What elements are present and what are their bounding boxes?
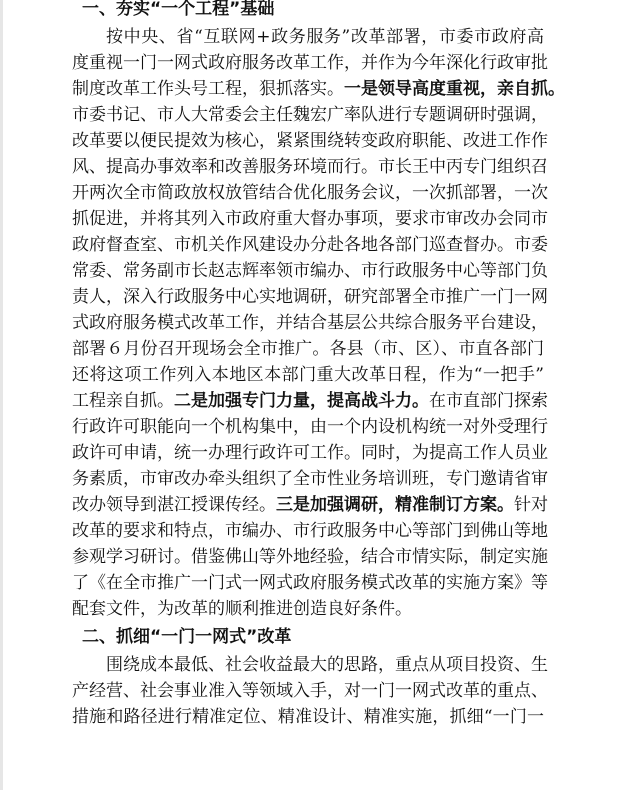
text-line: 风、提高办事效率和改善服务环境而行。市长王中丙专门组织召 bbox=[72, 157, 548, 177]
text-line: 产经营、社会事业准入等领域入手，对一门一网式改革的重点、 bbox=[72, 681, 548, 701]
text-line: 部署６月份召开现场会全市推广。各县（市、区）、市直各部门 bbox=[72, 339, 544, 359]
text-line: 措施和路径进行精准定位、精准设计、精准实施，抓细“一门一 bbox=[72, 707, 544, 727]
text-line: 常委、常务副市长赵志辉率领市编办、市行政服务中心等部门负 bbox=[72, 261, 548, 281]
text-line: 按中央、省“互联网+政务服务”改革部署，市委市政府高 bbox=[106, 27, 544, 47]
text-line: 配套文件，为改革的顺利推进创造良好条件。 bbox=[72, 599, 412, 619]
section-heading-2: 二、抓细“一门一网式”改革 bbox=[82, 627, 292, 647]
page-edge bbox=[0, 0, 3, 790]
text-line: 政许可申请，统一办理行政许可工作。同时，为提高工作人员业 bbox=[72, 443, 548, 463]
text-line: 市委书记、市人大常委会主任魏宏广率队进行专题调研时强调， bbox=[72, 105, 548, 125]
bold-lead-1: 一是领导高度重视，亲自抓。 bbox=[344, 79, 565, 99]
section-heading-1: 一、夯实“一个工程”基础 bbox=[82, 0, 275, 19]
text-line: 政府督查室、市机关作风建设办分赴各地各部门巡查督办。市委 bbox=[72, 235, 548, 255]
text-line: 改革要以便民提效为核心，紧紧围绕转变政府职能、改进工作作 bbox=[72, 131, 548, 151]
text-line: 围绕成本最低、社会收益最大的思路，重点从项目投资、生 bbox=[106, 655, 548, 675]
text-line: 度重视一门一网式政府服务改革工作，并作为今年深化行政审批 bbox=[72, 53, 548, 73]
document-body bbox=[72, 0, 565, 730]
text-line: 开两次全市简政放权放管结合优化服务会议，一次抓部署，一次 bbox=[72, 183, 548, 203]
text-line: 了《在全市推广一门式一网式政府服务模式改革的实施方案》等 bbox=[72, 573, 548, 593]
text-run: 改办领导到湛江授课传经。 bbox=[72, 495, 276, 515]
text-run: 工程亲自抓。 bbox=[72, 391, 174, 411]
text-line bbox=[72, 76, 565, 102]
paragraph-2 bbox=[72, 652, 548, 730]
text-line: 改革的要求和特点，市编办、市行政服务中心等部门到佛山等地 bbox=[72, 521, 548, 541]
bold-lead-3: 三是加强调研，精准制订方案。 bbox=[276, 495, 514, 515]
text-line: 式政府服务模式改革工作，并结合基层公共综合服务平台建设， bbox=[72, 313, 548, 333]
text-line: 责人，深入行政服务中心实地调研，研究部署全市推广一门一网 bbox=[72, 287, 548, 307]
text-line: 抓促进，并将其列入市政府重大督办事项，要求市审改办会同市 bbox=[72, 209, 548, 229]
text-run: 在市直部门探索 bbox=[429, 391, 548, 411]
text-line: 务素质，市审改办牵头组织了全市性业务培训班，专门邀请省审 bbox=[72, 469, 548, 489]
text-run: 针对 bbox=[514, 495, 548, 515]
text-line bbox=[72, 388, 548, 414]
text-line: 还将这项工作列入本地区本部门重大改革日程，作为“一把手” bbox=[72, 365, 544, 385]
text-line bbox=[72, 492, 548, 518]
text-line: 参观学习研讨。借鉴佛山等外地经验，结合市情实际，制定实施 bbox=[72, 547, 548, 567]
paragraph-1 bbox=[72, 24, 565, 622]
text-line: 行政许可职能向一个机构集中，由一个内设机构统一对外受理行 bbox=[72, 417, 548, 437]
bold-lead-2: 二是加强专门力量，提高战斗力。 bbox=[174, 391, 429, 411]
text-run: 制度改革工作头号工程，狠抓落实。 bbox=[72, 79, 344, 99]
